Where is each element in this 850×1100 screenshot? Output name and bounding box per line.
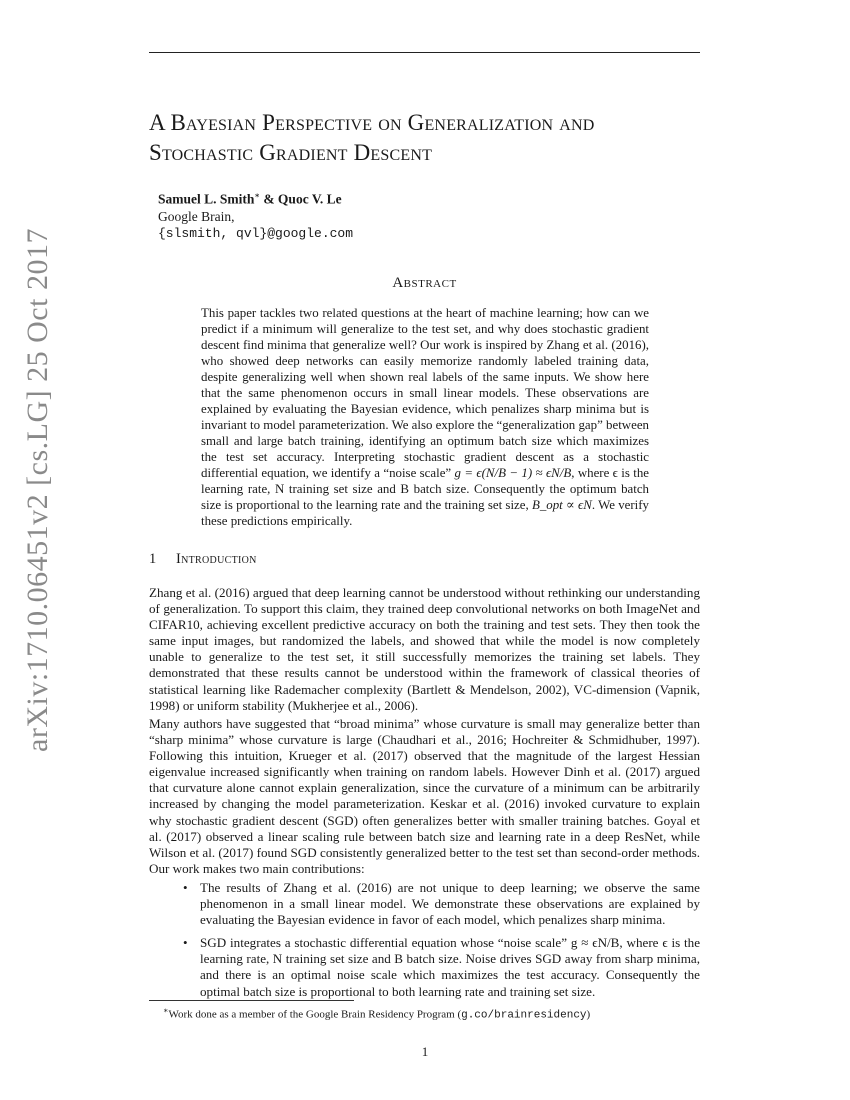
abstract-heading: Abstract bbox=[392, 275, 457, 291]
bullet-icon: • bbox=[183, 935, 188, 951]
author-names bbox=[158, 187, 353, 208]
title-line-1: A Bayesian Perspective on Generalization and bbox=[149, 110, 595, 135]
footnote bbox=[163, 1004, 590, 1023]
author-footnote-mark: ∗ bbox=[254, 191, 260, 200]
abstract-text-c: . We verify these predictions empirically. bbox=[201, 498, 649, 528]
title-line-2: Stochastic Gradient Descent bbox=[149, 140, 433, 165]
author-2: & Quoc V. Le bbox=[259, 191, 342, 207]
footnote-text: Work done as a member of the Google Brain Residency Program ( bbox=[168, 1008, 462, 1021]
list-item bbox=[149, 935, 700, 999]
abstract-body bbox=[201, 305, 649, 529]
list-item bbox=[149, 880, 700, 928]
abstract-text-a: This paper tackles two related questions at the heart of machine learning; how can we predict if a minimum will generalize to the test set, and why does stochastic gradient descent find minima that generalize well? Our work is inspired by Zhang et al. (2016), who showed deep networks can easily memorize randomly labeled training data, despite generalizing well when shown real labels of the same inputs. We show here that the same phenomenon occurs in small linear models. These observations are explained by evaluating the Bayesian evidence, which penalizes sharp minima but is invariant to model parameterization. We also explore the “generalization gap” between small and large batch training, identifying an optimum batch size which maximizes the test set accuracy. Interpreting stochastic gradient descent as a stochastic differential equation, we identify a “noise scale” bbox=[201, 306, 649, 480]
section-title: Introduction bbox=[176, 551, 257, 567]
section-heading bbox=[149, 551, 257, 568]
noise-scale-formula: g = ϵ(N/B − 1) ≈ ϵN/B bbox=[454, 466, 572, 480]
footnote-mark: ∗ bbox=[163, 1006, 169, 1015]
section-number: 1 bbox=[149, 551, 157, 567]
intro-paragraph-1: Zhang et al. (2016) argued that deep learning cannot be understood without rethinking our understanding of generalization. To support this claim, they trained deep convolutional networks on both ImageNet and CIFAR10, achieving excellent predictive accuracy on both the training and test sets. They then took the same input images, but randomized the labels, and showed that while the model is now completely unable to generalize to the test set, it still successfully memorizes the training set labels. They demonstrated that these results cannot be understood within the framework of classical theories of statistical learning like Rademacher complexity (Bartlett & Mendelson, 2002), VC-dimension (Vapnik, 1998) or uniform stability (Mukherjee et al., 2006). bbox=[149, 585, 700, 713]
affiliation: Google Brain, bbox=[158, 208, 235, 224]
intro-paragraph-2: Many authors have suggested that “broad minima” whose curvature is small may generalize better than “sharp minima” whose curvature is large (Chaudhari et al., 2016; Hochreiter & Schmidhuber, 1997). Following this intuition, Krueger et al. (2017) observed that the magnitude of the largest Hessian eigenvalue increased significantly when training on random labels. However Dinh et al. (2017) argued that curvature alone cannot explain generalization, since the curvature of a minimum can be arbitrarily increased by changing the model parameterization. Keskar et al. (2016) invoked curvature to explain why stochastic gradient descent (SGD) often generalizes better with smaller training batches. Goyal et al. (2017) observed a linear scaling rule between batch size and learning rate in a deep ResNet, while Wilson et al. (2017) found SGD consistently generalized better to the test set than second-order methods. Our work makes two main contributions: bbox=[149, 716, 700, 876]
paper-title bbox=[149, 108, 709, 168]
contributions-list bbox=[149, 880, 700, 1007]
author-block bbox=[158, 187, 353, 242]
footnote-rule bbox=[149, 1000, 354, 1001]
footnote-link[interactable]: g.co/brainresidency bbox=[461, 1009, 587, 1022]
author-1: Samuel L. Smith bbox=[158, 191, 255, 207]
header-rule bbox=[149, 52, 700, 53]
optimal-batch-formula: B_opt ∝ ϵN bbox=[531, 498, 592, 512]
author-email: {slsmith, qvl}@google.com bbox=[158, 225, 354, 241]
page-number: 1 bbox=[421, 1044, 429, 1059]
bullet-icon: • bbox=[183, 880, 188, 895]
abstract-text-b: , where ϵ is the learning rate, N training set size and B batch size. Consequently the optimum batch size is proportional to the learning rate and the training set size, bbox=[201, 466, 649, 512]
list-item-text: SGD integrates a stochastic differential equation whose “noise scale” g ≈ ϵN/B, where ϵ is the learning rate, N training set size and B batch size. Noise drives SGD away from sharp minima, and there is an optimal noise scale which maximizes the test accuracy. Consequently the optimal batch size is proportional to both learning rate and training set size. bbox=[200, 935, 700, 999]
arxiv-stamp-text: arXiv:1710.06451v2 [cs.LG] 25 Oct 2017 bbox=[21, 228, 54, 752]
list-item-text: The results of Zhang et al. (2016) are not unique to deep learning; we observe the same phenomenon in a small linear model. We demonstrate these observations are explained by evaluating the Bayesian evidence in favor of each model, which penalizes sharp minima. bbox=[200, 880, 700, 928]
footnote-close: ) bbox=[586, 1008, 591, 1021]
